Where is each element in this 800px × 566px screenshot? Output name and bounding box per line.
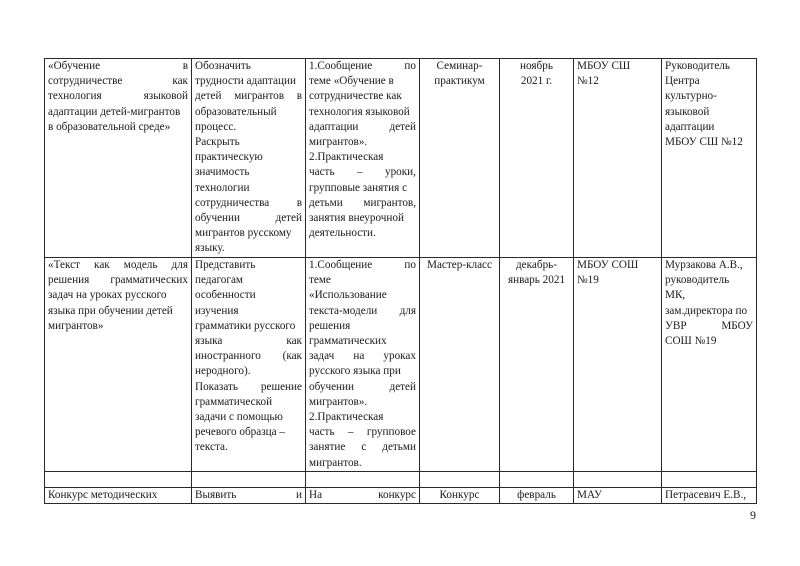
responsible-cell [662,488,757,504]
cell-text-line: обучении детей [195,212,302,225]
cell-text-line: Руководитель [665,60,730,72]
cell-text-line: теме «Обучение в [309,75,394,88]
cell-text-line: мигрантов». [309,395,368,408]
responsible-cell [662,471,757,487]
cell-text-line: языковой [665,105,710,118]
cell-text-line: языка как [195,335,302,348]
cell-text-line: январь 2021 [507,274,566,287]
cell-text-line: грамматической [195,395,273,408]
cell-text-line: 2.Практическая [309,151,384,164]
cell-text-line: речевого образца – [195,426,285,439]
cell-text-line: занятия внеурочной [309,212,404,225]
place-cell [574,59,662,258]
cell-text-line: технология языковой [309,105,410,118]
table-row [45,258,757,472]
cell-text-line: мигрантов». [309,136,368,149]
form-cell [420,59,500,258]
cell-text-line: мигрантов. [309,456,362,469]
topic-cell [45,59,192,258]
cell-text-line: задач на уроках русского [48,289,167,302]
cell-text-line: февраль [517,489,556,502]
date-cell [500,471,574,487]
cell-text-line: языка при обучении детей [48,304,173,317]
cell-text-line: Конкурс [439,489,480,502]
cell-text-line: На конкурс [309,489,416,502]
cell-text-line: Петрасевич Е.В., [665,489,747,502]
cell-text-line: детьми мигрантов, [309,196,416,209]
cell-text-line: педагогам [195,274,243,287]
events-plan-table [44,58,757,504]
cell-text-line: значимость [195,166,250,179]
cell-text-line: грамматики русского [195,319,296,332]
cell-text-line [195,472,302,487]
cell-text-line: УВР МБОУ [665,319,753,332]
date-cell [500,258,574,472]
cell-text-line: в образовательной среде» [48,120,171,133]
cell-text-line: иностранного (как [195,350,302,363]
cell-text-line: занятие с детьми [309,441,416,454]
cell-text-line: МБОУ СШ [577,60,631,72]
cell-text-line: 1.Сообщение по [309,259,416,271]
table-row [45,59,757,258]
page-number: 9 [750,508,756,522]
cell-text-line: Выявить и [195,489,302,502]
cell-text-line: трудности адаптации [195,75,296,88]
cell-text-line: адаптации детей-мигрантов [48,105,181,118]
cell-text-line: культурно- [665,90,717,103]
cell-text-line: 1.Сообщение по [309,60,416,72]
form-cell [420,471,500,487]
cell-text-line: технология языковой [48,90,188,103]
form-cell [420,488,500,504]
goals-cell [192,59,306,258]
cell-text-line: сотрудничестве как [309,90,402,103]
cell-text-line: декабрь- [515,259,557,271]
cell-text-line [309,472,416,487]
cell-text-line: МБОУ СОШ [577,259,639,271]
cell-text-line: задачи с помощью [195,411,283,424]
cell-text-line: Представить [195,259,256,271]
cell-text-line: текста-модели для [309,304,416,317]
cell-text-line: Центра [665,75,700,88]
cell-text-line: руководитель [665,274,730,287]
date-cell [500,59,574,258]
cell-text-line: особенности [195,289,256,302]
cell-text-line: мигрантов» [48,319,104,332]
cell-text-line: адаптации детей [309,120,416,133]
cell-text-line [665,472,753,487]
cell-text-line: №12 [577,75,599,88]
cell-text-line: 2021 г. [520,75,553,88]
cell-text-line: ноябрь [520,60,553,72]
responsible-cell [662,59,757,258]
cell-text-line: Раскрыть [195,136,240,149]
cell-text-line: адаптации [665,120,715,133]
cell-text-line [423,472,496,487]
cell-text-line: языку. [195,242,225,255]
cell-text-line: Семинар- [436,60,483,72]
cell-text-line: задач на уроках [309,350,416,363]
goals-cell [192,471,306,487]
cell-text-line: изучения [195,304,239,317]
cell-text-line: теме [309,274,331,287]
cell-text-line: мигрантов русскому [195,227,292,240]
cell-text-line: образовательный [195,105,277,118]
cell-text-line: 2.Практическая [309,411,384,424]
goals-cell [192,488,306,504]
topic-cell [45,258,192,472]
form-cell [420,258,500,472]
cell-text-line: Обозначить [195,60,251,72]
content-cell [306,488,420,504]
cell-text-line: «Обучение в [48,60,188,72]
cell-text-line: процесс. [195,120,237,133]
cell-text-line: решения [309,319,351,332]
cell-text-line: обучении детей [309,380,416,393]
cell-text-line [577,472,658,487]
cell-text-line: часть – уроки, [309,166,416,179]
place-cell [574,258,662,472]
content-cell [306,258,420,472]
cell-text-line: практикум [434,75,485,88]
cell-text-line: групповые занятия с [309,181,408,194]
cell-text-line: Показать решение [195,380,302,393]
cell-text-line: русского языка при [309,365,401,378]
content-cell [306,471,420,487]
responsible-cell [662,258,757,472]
topic-cell [45,471,192,487]
topic-cell [45,488,192,504]
cell-text-line: Мурзакова А.В., [665,259,743,271]
cell-text-line: неродного). [195,365,251,378]
cell-text-line: часть – групповое [309,426,416,439]
cell-text-line: грамматических [309,335,387,348]
cell-text-line: МБОУ СШ №12 [665,136,743,149]
cell-text-line: деятельности. [309,227,376,240]
cell-text-line: Конкурс методических [48,489,158,502]
cell-text-line: сотрудничества в [195,196,302,209]
place-cell [574,471,662,487]
cell-text-line: технологии [195,181,250,194]
cell-text-line: практическую [195,151,263,164]
cell-text-line: №19 [577,274,599,287]
cell-text-line: «Использование [309,289,387,302]
cell-text-line: детей мигрантов в [195,90,302,103]
cell-text-line: текста. [195,441,228,454]
cell-text-line [48,472,188,487]
cell-text-line: СОШ №19 [665,335,717,348]
cell-text-line: МК, [665,289,686,302]
content-cell [306,59,420,258]
cell-text-line [503,472,570,487]
table-row [45,471,757,487]
cell-text-line: сотрудничестве как [48,75,188,88]
cell-text-line: зам.директора по [665,304,748,317]
cell-text-line: «Текст как модель для [48,259,188,271]
table-row [45,488,757,504]
place-cell [574,488,662,504]
cell-text-line: МАУ [577,489,602,502]
goals-cell [192,258,306,472]
date-cell [500,488,574,504]
cell-text-line: Мастер-класс [427,259,492,271]
cell-text-line: решения грамматических [48,274,188,287]
